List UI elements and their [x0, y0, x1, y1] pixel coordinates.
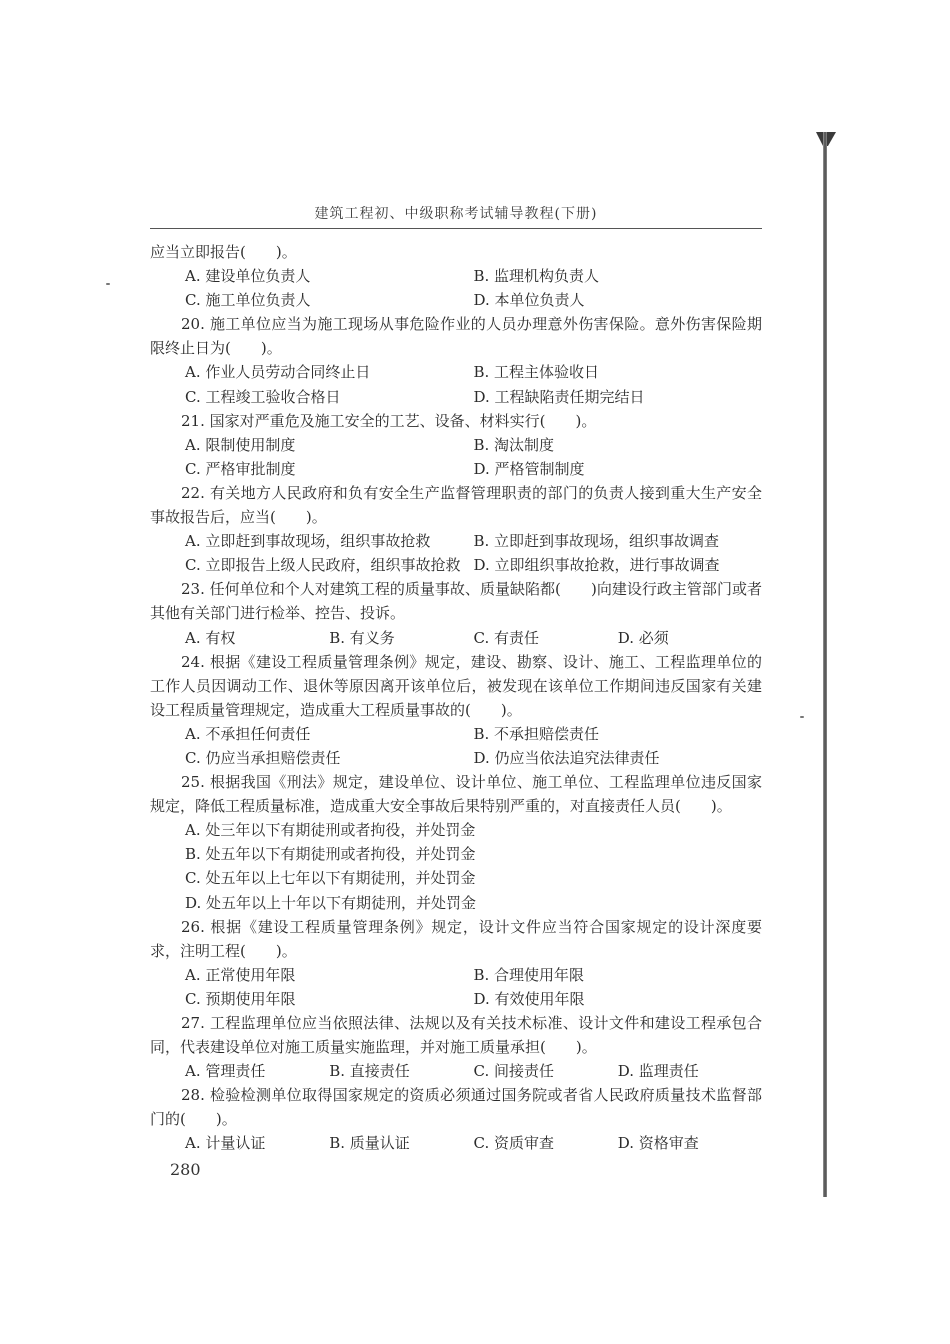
option-a: A. 处三年以下有期徒刑或者拘役，并处罚金: [185, 821, 476, 840]
option-row: [150, 529, 762, 553]
question-27-stem: 27. 工程监理单位应当依照法律、法规以及有关技术标准、设计文件和建设工程承包合同，代表建设单位对施工质量实施监理，并对施工质量承担( )。: [150, 1014, 762, 1057]
option-a: A. 限制使用制度: [185, 435, 296, 454]
option-c: C. 立即报告上级人民政府，组织事故抢救: [185, 556, 461, 575]
option-a: A. 作业人员劳动合同终止日: [185, 363, 371, 382]
question-26-stem: 26. 根据《建设工程质量管理条例》规定，设计文件应当符合国家规定的设计深度要求，注明工程( )。: [150, 917, 762, 960]
option-d: D. 资格审查: [617, 1134, 699, 1153]
question-23-stem: 23. 任何单位和个人对建筑工程的质量事故、质量缺陷都( )向建设行政主管部门或者其他有关部门进行检举、控告、投诉。: [150, 580, 762, 623]
question-25-stem: 25. 根据我国《刑法》规定，建设单位、设计单位、施工单位、工程监理单位违反国家规定，降低工程质量标准，造成重大安全事故后果特别严重的，对直接责任人员( )。: [150, 773, 762, 816]
option-row: [150, 1131, 762, 1155]
option-b: B. 不承担赔偿责任: [473, 724, 600, 743]
option-b: B. 有义务: [329, 628, 395, 647]
option-c: C. 处五年以上七年以下有期徒刑，并处罚金: [185, 869, 476, 888]
question-28-stem: 28. 检验检测单位取得国家规定的资质必须通过国务院或者省人民政府质量技术监督部门的( )。: [150, 1086, 762, 1129]
option-row: [150, 987, 762, 1011]
option-row: [150, 626, 762, 650]
option-d: D. 工程缺陷责任期完结日: [473, 387, 645, 406]
option-row: [150, 1059, 762, 1083]
option-b: B. 合理使用年限: [473, 965, 585, 984]
option-a: A. 立即赶到事故现场，组织事故抢救: [185, 532, 431, 551]
question-24-stem: 24. 根据《建设工程质量管理条例》规定，建设、勘察、设计、施工、工程监理单位的工作人员因调动工作、退休等原因离开该单位后，被发现在该单位工作期间违反国家有关建设工程质量管理规定，造成重大工程质量事故的( )。: [150, 652, 762, 719]
option-b: B. 淘汰制度: [473, 435, 555, 454]
option-c: C. 严格审批制度: [185, 459, 296, 478]
option-row: [150, 963, 762, 987]
option-d: D. 仍应当依法追究法律责任: [473, 748, 660, 767]
running-header: 建筑工程初、中级职称考试辅导教程(下册): [314, 206, 598, 222]
option-d: D. 有效使用年限: [473, 989, 585, 1008]
option-row: [150, 264, 762, 288]
option-a: A. 计量认证: [185, 1134, 266, 1153]
option-c: C. 施工单位负责人: [185, 291, 311, 310]
option-c: C. 仍应当承担赔偿责任: [185, 748, 341, 767]
scan-speck: [800, 716, 804, 718]
option-c: C. 工程竣工验收合格日: [185, 387, 341, 406]
option-c: C. 预期使用年限: [185, 989, 296, 1008]
option-b: B. 立即赶到事故现场，组织事故调查: [473, 532, 720, 551]
question-list: [150, 240, 762, 1156]
option-d: D. 严格管制制度: [473, 459, 585, 478]
question-22-stem: 22. 有关地方人民政府和负有安全生产监督管理职责的部门的负责人接到重大生产安全事故报告后，应当( )。: [150, 483, 762, 527]
question-stem-continued: 应当立即报告( )。: [150, 243, 297, 261]
option-c: C. 有责任: [473, 628, 539, 647]
question-21-stem: 21. 国家对严重危及施工安全的工艺、设备、材料实行( )。: [181, 411, 597, 430]
option-a: A. 正常使用年限: [185, 965, 296, 984]
option-d: D. 立即组织事故抢救，进行事故调查: [473, 556, 720, 575]
header-rule: [150, 228, 762, 229]
option-row: [150, 842, 762, 866]
option-a: A. 有权: [185, 628, 236, 647]
option-c: C. 资质审查: [473, 1134, 554, 1153]
binding-edge-shadow: [823, 132, 827, 1197]
option-row: [150, 891, 762, 915]
option-a: A. 不承担任何责任: [185, 724, 311, 743]
option-c: C. 间接责任: [473, 1062, 554, 1081]
option-row: [150, 288, 762, 312]
option-d: D. 处五年以上十年以下有期徒刑，并处罚金: [185, 893, 477, 912]
option-b: B. 质量认证: [329, 1134, 410, 1153]
option-row: [150, 746, 762, 770]
page-number: 280: [170, 1160, 201, 1179]
option-d: D. 本单位负责人: [473, 291, 585, 310]
option-b: B. 工程主体验收日: [473, 363, 600, 382]
option-row: [150, 433, 762, 457]
question-20-stem: 20. 施工单位应当为施工现场从事危险作业的人员办理意外伤害保险。意外伤害保险期限终止日为( )。: [150, 315, 762, 358]
option-row: [150, 866, 762, 890]
option-b: B. 直接责任: [329, 1062, 410, 1081]
option-b: B. 监理机构负责人: [473, 267, 600, 286]
option-row: [150, 360, 762, 384]
option-a: A. 建设单位负责人: [185, 267, 311, 286]
option-b: B. 处五年以下有期徒刑或者拘役，并处罚金: [185, 845, 476, 864]
option-row: [150, 457, 762, 481]
option-a: A. 管理责任: [185, 1062, 266, 1081]
option-row: [150, 722, 762, 746]
scan-speck: [106, 283, 110, 285]
option-row: [150, 553, 762, 577]
option-row: [150, 385, 762, 409]
option-d: D. 监理责任: [617, 1062, 699, 1081]
option-d: D. 必须: [617, 628, 669, 647]
option-row: [150, 818, 762, 842]
